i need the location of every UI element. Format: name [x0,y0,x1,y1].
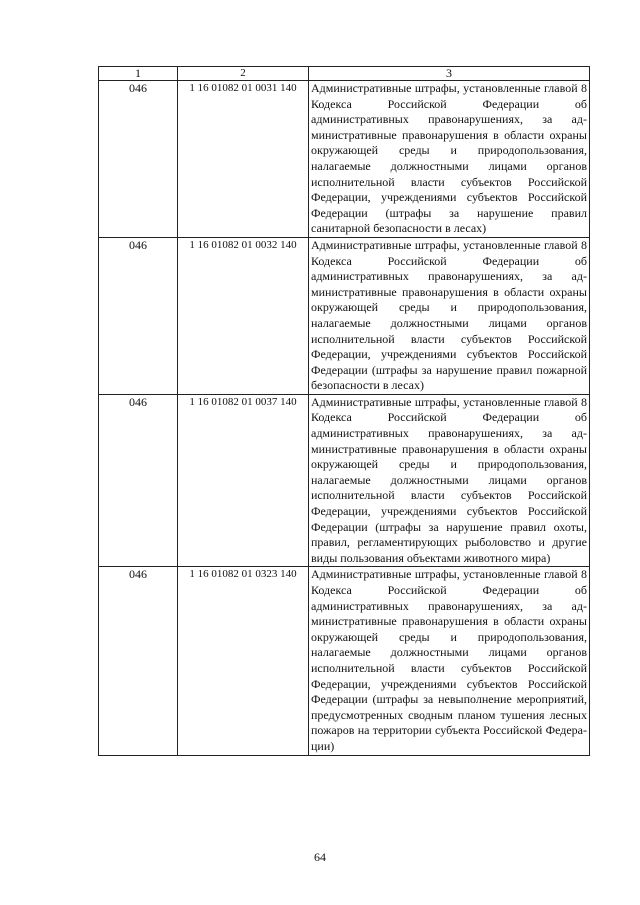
admin-code-cell: 046 [99,394,178,567]
header-cell-2: 2 [178,67,309,81]
table-header-row [99,67,590,81]
header-cell-3: 3 [309,67,590,81]
kbk-code-cell: 1 16 01082 01 0031 140 [178,81,309,238]
table-row [99,567,590,755]
kbk-code-cell: 1 16 01082 01 0323 140 [178,567,309,755]
table-row [99,237,590,394]
description-cell: Административные штрафы, установленные главой 8 Кодекса Российской Федерации об административных правонарушениях, за административные правонарушения в области охраны окружающей среды и природопользования, налагаемые должностными лицами органов исполнительной власти субъектов Российской Федерации, учреждениями субъектов Российской Федерации (штрафы за нарушение правил санитарной безопасности в лесах) [309,81,590,238]
kbk-code-cell: 1 16 01082 01 0037 140 [178,394,309,567]
table-row [99,394,590,567]
description-cell: Административные штрафы, установленные главой 8 Кодекса Российской Федерации об административных правонарушениях, за административные правонарушения в области охраны окружающей среды и природопользования, налагаемые должностными лицами органов исполнительной власти субъектов Российской Федерации, учреждениями субъектов Российской Федерации (штрафы за нарушение правил пожарной безопасности в лесах) [309,237,590,394]
header-cell-1: 1 [99,67,178,81]
description-cell: Административные штрафы, установленные главой 8 Кодекса Российской Федерации об административных правонарушениях, за административные правонарушения в области охраны окружающей среды и природопользования, налагаемые должностными лицами органов исполнительной власти субъектов Российской Федерации, учреждениями субъектов Российской Федерации (штрафы за нарушение правил охоты, правил, регламентирующих рыболовство и другие виды пользования объектами животного мира) [309,394,590,567]
kbk-code-cell: 1 16 01082 01 0032 140 [178,237,309,394]
admin-code-cell: 046 [99,237,178,394]
admin-code-cell: 046 [99,567,178,755]
admin-code-cell: 046 [99,81,178,238]
page-number: 64 [314,850,326,864]
budget-codes-table [98,66,590,756]
description-cell: Административные штрафы, установленные главой 8 Кодекса Российской Федерации об административных правонарушениях, за административные правонарушения в области охраны окружающей среды и природопользования, налагаемые должностными лицами органов исполнительной власти субъектов Российской Федерации, учреждениями субъектов Российской Федерации (штрафы за невыполнение мероприятий, предусмотренных сводным планом тушения лесных пожаров на территории субъекта Российской Федерации) [309,567,590,755]
table-row [99,81,590,238]
